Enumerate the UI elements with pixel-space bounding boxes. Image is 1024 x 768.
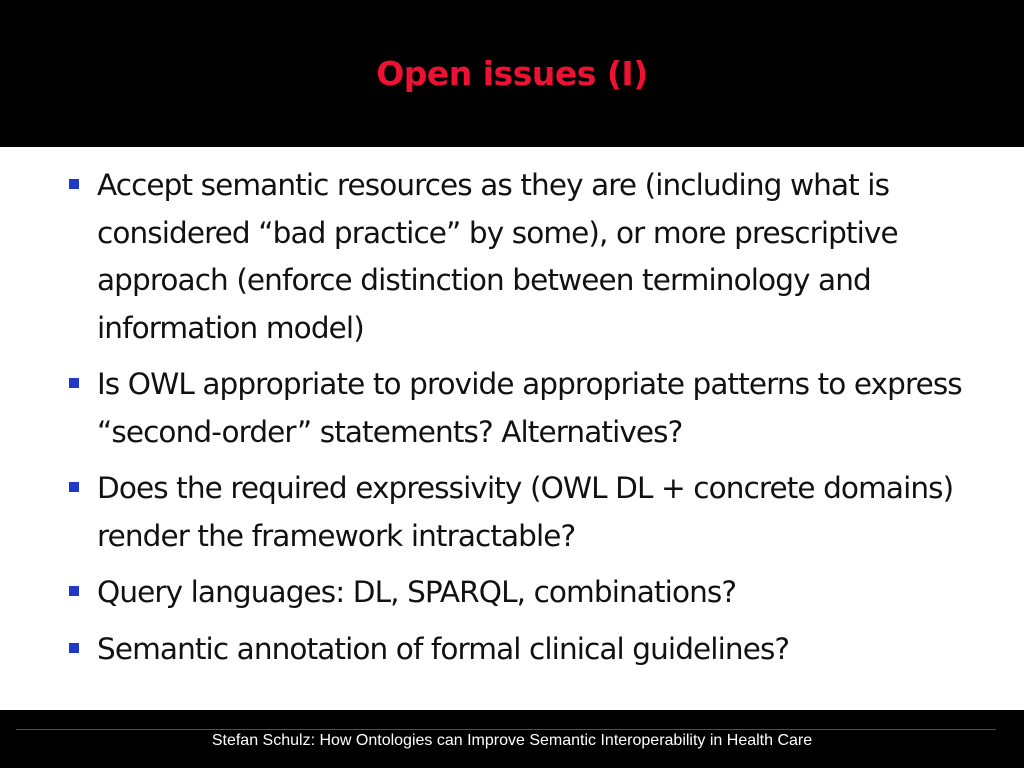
bullet-text: Is OWL appropriate to provide appropriate patterns to express “second-order” statements? Alternatives? [97,367,962,449]
bullet-list [66,162,966,682]
bullet-item [66,465,966,560]
bullet-text: Does the required expressivity (OWL DL + concrete domains) render the framework intractable? [97,471,954,553]
square-bullet-icon [69,586,79,596]
square-bullet-icon [69,179,79,189]
slide-title: Open issues (I) [376,54,648,93]
bullet-item [66,361,966,456]
square-bullet-icon [69,482,79,492]
square-bullet-icon [69,378,79,388]
bullet-text: Accept semantic resources as they are (including what is considered “bad practice” by some), or more prescriptive approach (enforce distinction between terminology and information model) [97,168,898,345]
bullet-item [66,162,966,352]
bullet-item [66,626,966,674]
square-bullet-icon [69,643,79,653]
footer-caption: Stefan Schulz: How Ontologies can Improve Semantic Interoperability in Health Care [211,732,813,749]
bullet-text: Query languages: DL, SPARQL, combinations? [97,575,737,609]
bullet-text: Semantic annotation of formal clinical guidelines? [97,631,790,666]
footer-divider [16,729,996,730]
bullet-item [66,569,966,617]
